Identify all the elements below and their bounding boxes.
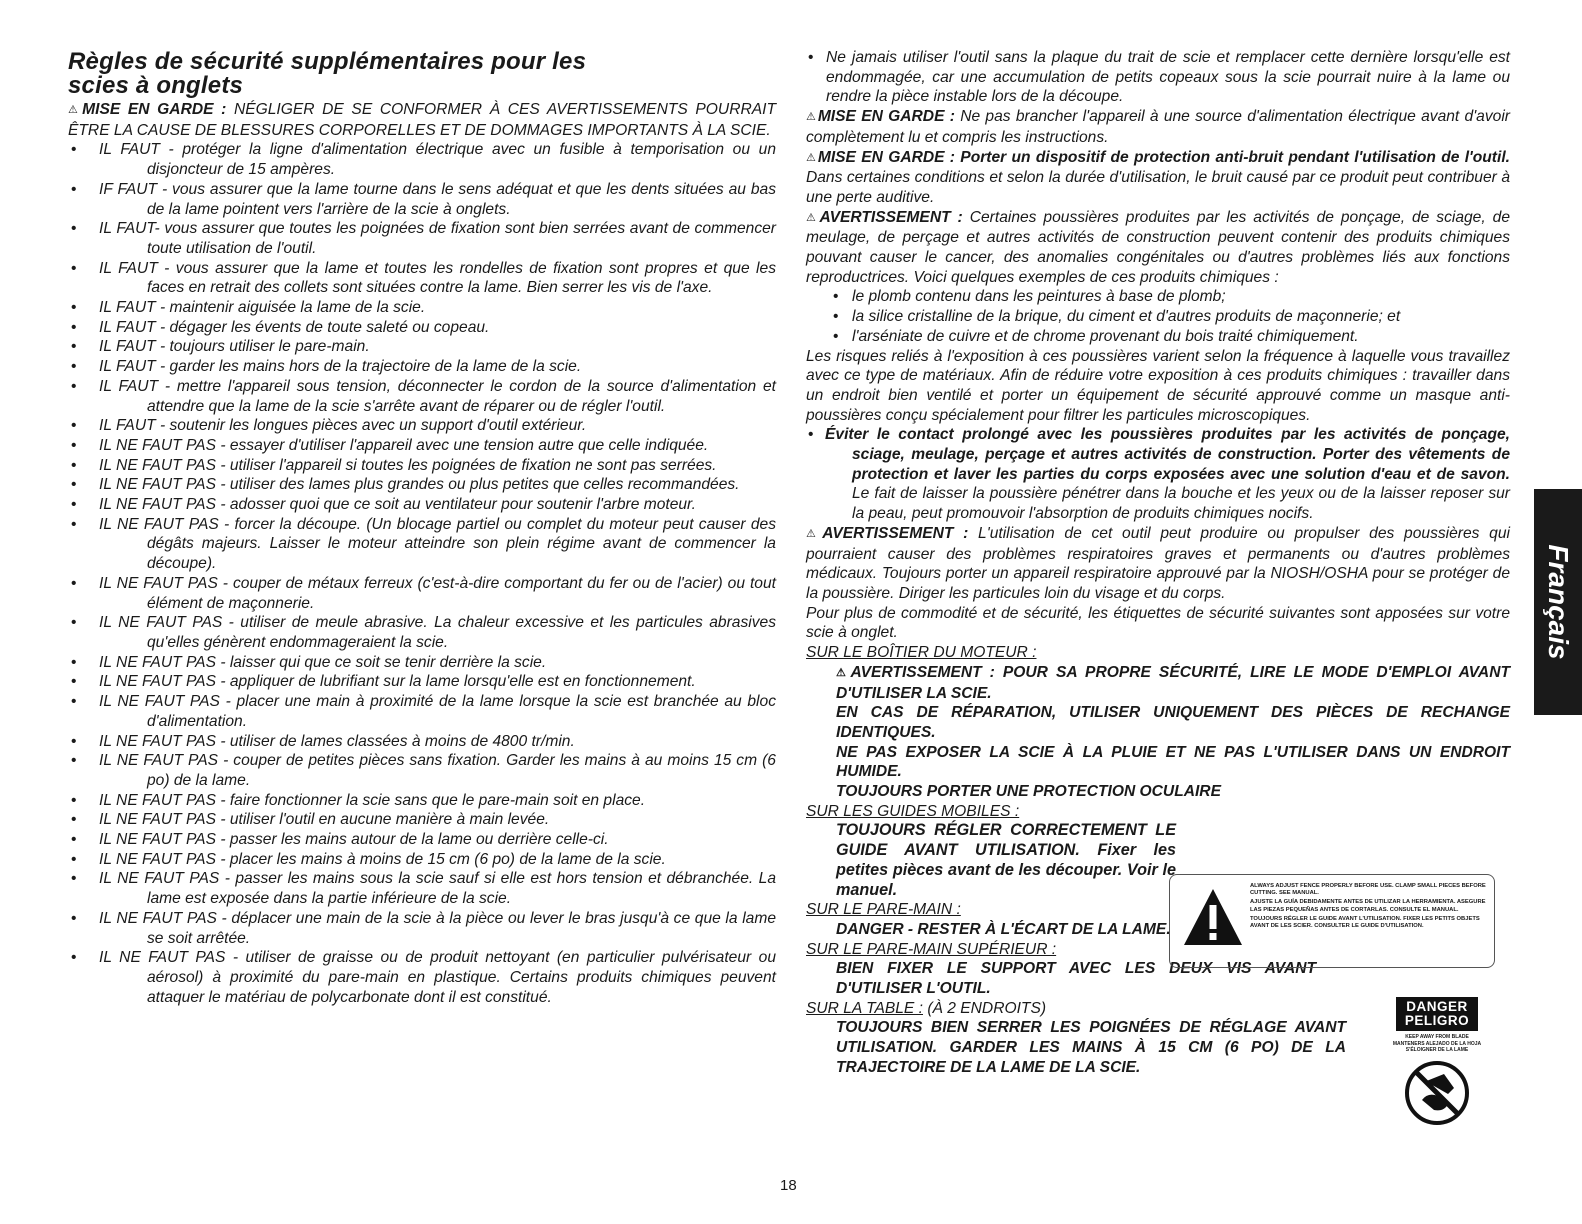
danger-box bbox=[1396, 997, 1478, 1031]
warning-respiratory-label: AVERTISSEMENT : bbox=[822, 524, 969, 542]
rule-item: • IL FAUT - vous assurer que la lame et toutes les rondelles de fixation sont propres et que les faces en retrait des collets sont situées contre la lame. Bien serrer les vis de l'axe. bbox=[68, 259, 776, 298]
warning-triangle-icon: ⚠ bbox=[806, 211, 819, 224]
warning-dust bbox=[806, 208, 1510, 288]
sticker-line-en: ALWAYS ADJUST FENCE PROPERLY BEFORE USE. CLAMP SMALL PIECES BEFORE CUTTING. SEE MANUAL. bbox=[1250, 883, 1486, 897]
rule-item: • IL FAUT - soutenir les longues pièces avec un support d'outil extérieur. bbox=[68, 416, 776, 436]
motor-label-3: NE PAS EXPOSER LA SCIE À LA PLUIE ET NE PAS L'UTILISER DANS UN ENDROIT HUMIDE. bbox=[836, 743, 1510, 781]
warning-triangle-icon: ⚠ bbox=[806, 111, 817, 124]
avoid-bold: Éviter le contact prolongé avec les poussières produites par les activités de ponçage, sciage, meulage, perçage et autres activités de construction. Porter des vêtements de protection et laver les parties du corps exposées avec une solution d'eau et de savon. bbox=[825, 426, 1510, 483]
warning-triangle-icon: ⚠ bbox=[836, 666, 850, 679]
warning-power-label: MISE EN GARDE : bbox=[817, 108, 955, 126]
warning-dust-label: AVERTISSEMENT : bbox=[819, 208, 963, 226]
rule-item: • IL NE FAUT PAS - utiliser de graisse ou de produit nettoyant (en particulier pulvérisateur ou aérosol) à proximité du pare-main en plastique. Certains produits chimiques peuvent attaquer le matériau de polycarbonate dont il est constitué. bbox=[68, 948, 776, 1007]
danger-line-es: MANTENERS ALEJADO DE LA HOJA bbox=[1392, 1040, 1482, 1047]
motor-label-1-text: AVERTISSEMENT : POUR SA PROPRE SÉCURITÉ, LIRE LE MODE D'EMPLOI AVANT D'UTILISER LA SCIE. bbox=[836, 663, 1510, 702]
sticker-text bbox=[1250, 883, 1490, 930]
guides-heading: SUR LES GUIDES MOBILES : bbox=[806, 802, 1020, 820]
rule-item: • IL FAUT - garder les mains hors de la trajectoire de la lame de la scie. bbox=[68, 357, 776, 377]
peligro-word: PELIGRO bbox=[1404, 1013, 1470, 1028]
rule-item: • IL NE FAUT PAS - adosser quoi que ce soit au ventilateur pour soutenir l'arbre moteur. bbox=[68, 495, 776, 515]
rule-item: • IL NE FAUT PAS - déplacer une main de la scie à la pièce ou lever le bras jusqu'à ce que la lame se soit arrêtée. bbox=[68, 909, 776, 948]
rule-item: • IL FAUT - toujours utiliser le pare-main. bbox=[68, 337, 776, 357]
chemical-item: • la silice cristalline de la brique, du ciment et d'autres produits de maçonnerie; et bbox=[806, 307, 1510, 327]
warning-dust-text: Certaines poussières produites par les activités de ponçage, de sciage, de meulage, de perçage et autres activités de construction peuvent contenir des produits chimiques pouvant causer le cancer, des anomalies congénitales ou d'autres problèmes liés aux fonctions reproductrices. Voici quelques exemples de ces produits chimiques : bbox=[806, 208, 1510, 286]
rule-item: • IL NE FAUT PAS - essayer d'utiliser l'appareil avec une tension autre que celle indiquée. bbox=[68, 436, 776, 456]
page-number: 18 bbox=[780, 1177, 797, 1194]
warning-respiratory bbox=[806, 524, 1510, 604]
rule-item: • IL NE FAUT PAS - utiliser l'appareil si toutes les poignées de fixation ne sont pas serrées. bbox=[68, 456, 776, 476]
rule-item: • IL NE FAUT PAS - passer les mains autour de la lame ou derrière celle-ci. bbox=[68, 830, 776, 850]
warning-triangle-icon bbox=[1182, 887, 1244, 947]
danger-label bbox=[1377, 997, 1497, 1126]
left-column bbox=[68, 50, 776, 1007]
labels-intro: Pour plus de commodité et de sécurité, les étiquettes de sécurité suivantes sont apposées sur votre scie à onglet. bbox=[806, 604, 1510, 642]
warning-paragraph bbox=[68, 100, 776, 140]
warning-triangle-icon: ⚠ bbox=[68, 104, 82, 116]
warning-noise-label: MISE EN GARDE : Porter un dispositif de protection anti-bruit pendant l'utilisation de l'outil. bbox=[817, 148, 1510, 166]
danger-text bbox=[1377, 1034, 1497, 1054]
rule-item: • IL NE FAUT PAS - placer une main à proximité de la lame lorsque la scie est branchée au bloc d'alimentation. bbox=[68, 692, 776, 731]
risk-paragraph: Les risques reliés à l'exposition à ces poussières varient selon la fréquence à laquelle vous travaillez avec ce type de matériaux. Afin de réduire votre exposition à ces produits chimiques : travailler dans un endroit bien ventilé et porter un équipement de sécurité approuvé comme un masque anti-poussières conçu spécialement pour filtrer les particules microscopiques. bbox=[806, 347, 1510, 424]
rule-item: • IL NE FAUT PAS - couper de métaux ferreux (c'est-à-dire comportant du fer ou de l'acier) ou tout élément de maçonnerie. bbox=[68, 574, 776, 613]
warning-power-text: Ne pas brancher l'appareil à une source d'alimentation électrique avant d'avoir complètement lu et compris les instructions. bbox=[806, 108, 1510, 146]
warning-power bbox=[806, 107, 1510, 147]
rule-item: • IL NE FAUT PAS - laisser qui que ce soit se tenir derrière la scie. bbox=[68, 653, 776, 673]
guides-label: TOUJOURS RÉGLER CORRECTEMENT LE GUIDE AVANT UTILISATION. Fixer les petites pièces avant de les découper. Voir le manuel. bbox=[836, 821, 1176, 899]
sticker-line-es: AJUSTE LA GUÍA DEBIDAMENTE ANTES DE UTILIZAR LA HERRAMIENTA. ASEGURE LAS PIEZAS PEQUEÑAS ANTES DE CORTARLAS. CONSULTE EL MANUAL. bbox=[1250, 899, 1486, 913]
rules-list bbox=[68, 140, 776, 1007]
sticker-line-fr: TOUJOURS RÉGLER LE GUIDE AVANT L'UTILISATION. FIXER LES PETITS OBJETS AVANT DE LES SCIER. CONSULTER LE GUIDE D'UTILISATION. bbox=[1250, 915, 1480, 930]
motor-label-1 bbox=[806, 663, 1510, 703]
language-tab bbox=[1534, 489, 1582, 715]
rule-item: • IL NE FAUT PAS - forcer la découpe. (Un blocage partiel ou complet du moteur peut causer des dégâts majeurs. Laisser le moteur atteindre son plein régime avant de commencer la découpe). bbox=[68, 515, 776, 574]
warning-triangle-icon: ⚠ bbox=[806, 151, 817, 164]
avoid-text: Le fait de laisser la poussière pénétrer dans la bouche et les yeux ou de la laisser reposer sur la peau, peut promouvoir l'absorption de produits chimiques nocifs. bbox=[852, 485, 1510, 523]
rule-item: • IL NE FAUT PAS - passer les mains sous la scie sauf si elle est hors tension et débranchée. La lame est exposée dans la partie inférieure de la scie. bbox=[68, 869, 776, 908]
rule-item: • IL FAUT - dégager les évents de toute saleté ou copeau. bbox=[68, 318, 776, 338]
rule-item: • IL FAUT - maintenir aiguisée la lame de la scie. bbox=[68, 298, 776, 318]
table-heading-text: SUR LA TABLE : bbox=[806, 999, 923, 1017]
motor-label-2: EN CAS DE RÉPARATION, UTILISER UNIQUEMENT DES PIÈCES DE RECHANGE IDENTIQUES. bbox=[836, 704, 1510, 741]
no-hands-blade-icon bbox=[1404, 1060, 1470, 1126]
title-line-2: scies à onglets bbox=[68, 72, 244, 99]
rule-item: • IL NE FAUT PAS - placer les mains à moins de 15 cm (6 po) de la lame de la scie. bbox=[68, 850, 776, 870]
chemical-item: • l'arséniate de cuivre et de chrome provenant du bois traité chimiquement. bbox=[806, 327, 1510, 347]
title-line-1: Règles de sécurité supplémentaires pour les bbox=[68, 48, 587, 75]
rule-item: • IL NE FAUT PAS - appliquer de lubrifiant sur la lame lorsqu'elle est en fonctionnement. bbox=[68, 672, 776, 692]
danger-line-fr: S'ÉLOIGNER DE LA LAME bbox=[1405, 1047, 1469, 1054]
rule-item: • IL NE FAUT PAS - couper de petites pièces sans fixation. Garder les mains à au moins 15 cm (6 po) de la lame. bbox=[68, 751, 776, 790]
danger-line-en: KEEP AWAY FROM BLADE bbox=[1405, 1034, 1469, 1040]
rule-item: • IL NE FAUT PAS - utiliser l'outil en aucune manière à main levée. bbox=[68, 810, 776, 830]
table-label: TOUJOURS BIEN SERRER LES POIGNÉES DE RÉGLAGE AVANT UTILISATION. GARDER LES MAINS À 15 CM (6 PO) DE LA TRAJECTOIRE DE LA LAME DE LA SCIE. bbox=[836, 1019, 1346, 1076]
upper-guard-heading: SUR LE PARE-MAIN SUPÉRIEUR : bbox=[806, 940, 1057, 958]
fence-warning-sticker bbox=[1169, 874, 1495, 968]
section-title bbox=[68, 50, 776, 98]
rule-item: • IL FAUT - protéger la ligne d'alimentation électrique avec un fusible à temporisation ou un disjoncteur de 15 ampères. bbox=[68, 140, 776, 179]
rule-item: • IL NE FAUT PAS - utiliser de lames classées à moins de 4800 tr/min. bbox=[68, 732, 776, 752]
warning-noise-text: Dans certaines conditions et selon la durée d'utilisation, le bruit causé par ce produit peut contribuer à une perte auditive. bbox=[806, 169, 1510, 206]
chemicals-list bbox=[806, 287, 1510, 346]
danger-word: DANGER bbox=[1406, 999, 1468, 1014]
warning-label: MISE EN GARDE : bbox=[82, 101, 227, 118]
warning-noise bbox=[806, 148, 1510, 208]
guard-heading: SUR LE PARE-MAIN : bbox=[806, 901, 961, 919]
chemical-item: • le plomb contenu dans les peintures à base de plomb; bbox=[806, 287, 1510, 307]
rule-item: • IL NE FAUT PAS - utiliser de meule abrasive. La chaleur excessive et les particules abrasives qu'elles génèrent endommageraient la scie. bbox=[68, 613, 776, 652]
kerf-plate-list bbox=[806, 48, 1510, 107]
language-tab-label: Français bbox=[1543, 544, 1574, 660]
rule-item: • IL FAUT - mettre l'appareil sous tension, déconnecter le cordon de la source d'alimentation et attendre que la lame de la scie s'arrête avant de réparer ou de régler l'outil. bbox=[68, 377, 776, 416]
upper-guard-label: BIEN FIXER LE SUPPORT AVEC LES DEUX VIS AVANT D'UTILISER L'OUTIL. bbox=[836, 960, 1316, 998]
rule-item: • IL NE FAUT PAS - utiliser des lames plus grandes ou plus petites que celles recommandées. bbox=[68, 475, 776, 495]
rule-item: • IL NE FAUT PAS - faire fonctionner la scie sans que le pare-main soit en place. bbox=[68, 791, 776, 811]
kerf-plate-item: • Ne jamais utiliser l'outil sans la plaque du trait de scie et remplacer cette dernière lorsqu'elle est endommagée, car une accumulation de petits copeaux sous la scie pourrait nuire à la lame ou rendre la pièce instable lors de la découpe. bbox=[806, 48, 1510, 107]
warning-respiratory-text: L'utilisation de cet outil peut produire ou propulser des poussières qui pourraient causer des problèmes respiratoires graves et permanents ou d'autres problèmes médicaux. Toujours porter un appareil respiratoire approuvé par la NIOSH/OSHA pour se protéger de la poussière. Diriger les particules loin du visage et du corps. bbox=[806, 524, 1510, 602]
motor-label-4: TOUJOURS PORTER UNE PROTECTION OCULAIRE bbox=[836, 783, 1221, 801]
motor-heading: SUR LE BOÎTIER DU MOTEUR : bbox=[806, 644, 1037, 662]
avoid-item bbox=[806, 425, 1510, 524]
warning-triangle-icon: ⚠ bbox=[806, 527, 822, 540]
rule-item: • IL FAUT- vous assurer que toutes les poignées de fixation sont bien serrées avant de commencer toute utilisation de l'outil. bbox=[68, 219, 776, 258]
guard-label: DANGER - RESTER À L'ÉCART DE LA LAME. bbox=[836, 920, 1171, 938]
avoid-list bbox=[806, 425, 1510, 524]
rule-item: • IF FAUT - vous assurer que la lame tourne dans le sens adéquat et que les dents situées au bas de la lame pointent vers l'arrière de la scie à onglets. bbox=[68, 180, 776, 219]
table-heading-note: (À 2 ENDROITS) bbox=[927, 999, 1047, 1017]
warning-text: NÉGLIGER DE SE CONFORMER À CES AVERTISSEMENTS POURRAIT ÊTRE LA CAUSE DE BLESSURES CORPORELLES ET DE DOMMAGES IMPORTANTS À LA SCIE. bbox=[68, 101, 776, 139]
